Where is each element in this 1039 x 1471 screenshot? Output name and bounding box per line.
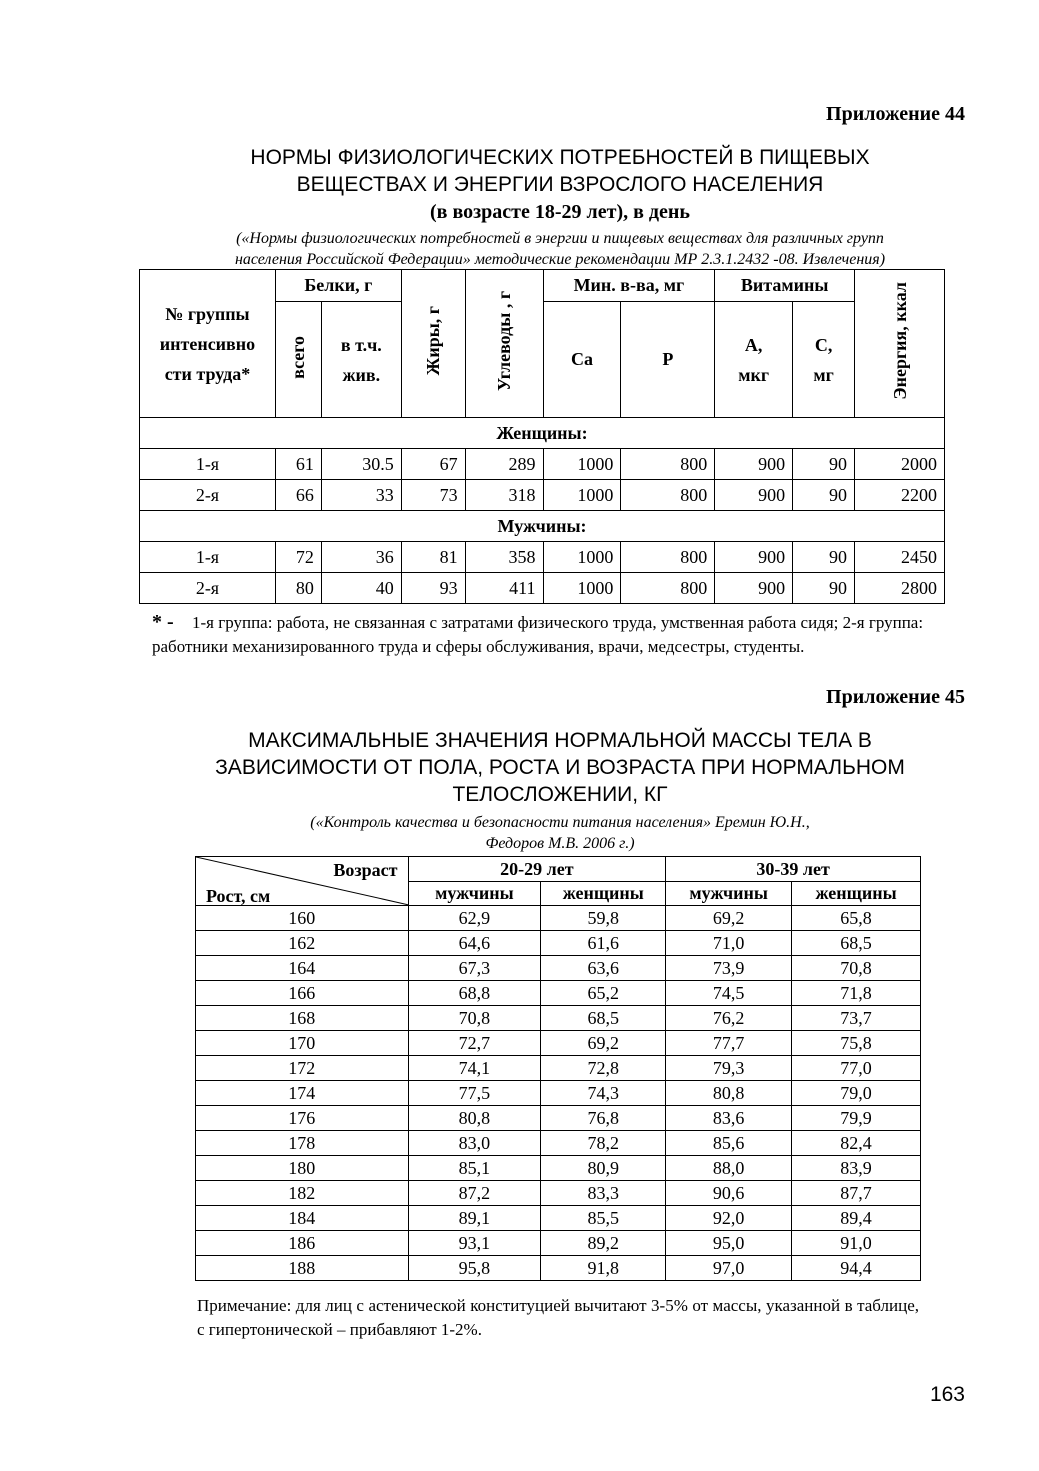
height-cell: 184	[196, 1206, 409, 1231]
mass-cell: 72,8	[541, 1056, 666, 1081]
value-cell: 36	[321, 542, 401, 573]
height-cell: 164	[196, 956, 409, 981]
mass-cell: 67,3	[408, 956, 541, 981]
mass-cell: 88,0	[666, 1156, 792, 1181]
mass-cell: 79,3	[666, 1056, 792, 1081]
appendix-44-subtitle: (в возрасте 18-29 лет), в день	[430, 201, 690, 223]
header-group	[140, 270, 276, 418]
mass-cell: 70,8	[792, 956, 921, 981]
mass-cell: 94,4	[792, 1256, 921, 1281]
footnote	[152, 610, 950, 659]
mass-cell: 63,6	[541, 956, 666, 981]
table-row	[196, 1006, 921, 1031]
mass-cell: 79,9	[792, 1106, 921, 1131]
mass-cell: 87,2	[408, 1181, 541, 1206]
mass-cell: 65,8	[792, 906, 921, 931]
table-row	[196, 1081, 921, 1106]
value-cell: 72	[275, 542, 321, 573]
section-row	[140, 511, 945, 542]
height-cell: 174	[196, 1081, 409, 1106]
table-row	[196, 1256, 921, 1281]
height-cell: 186	[196, 1231, 409, 1256]
value-cell: 90	[793, 480, 855, 511]
height-cell: 182	[196, 1181, 409, 1206]
header-vit-c	[793, 302, 855, 418]
value-cell: 289	[465, 449, 543, 480]
mass-cell: 87,7	[792, 1181, 921, 1206]
height-cell: 188	[196, 1256, 409, 1281]
value-cell: 318	[465, 480, 543, 511]
mass-cell: 76,2	[666, 1006, 792, 1031]
header-p: Р	[621, 302, 715, 418]
table-row	[196, 1231, 921, 1256]
mass-cell: 73,9	[666, 956, 792, 981]
header-age-group-1: 20-29 лет	[408, 857, 666, 882]
appendix-45-title-line2: ЗАВИСИМОСТИ ОТ ПОЛА, РОСТА И ВОЗРАСТА ПРИ НОРМАЛЬНОМ	[215, 756, 905, 779]
mass-cell: 79,0	[792, 1081, 921, 1106]
body-mass-table	[195, 856, 921, 1281]
height-cell: 168	[196, 1006, 409, 1031]
mass-cell: 75,8	[792, 1031, 921, 1056]
note: Примечание: для лиц с астенической конституцией вычитают 3-5% от массы, указанной в таблице, с гипертонической – прибавляют 1-2%.	[197, 1296, 919, 1339]
section-row	[140, 418, 945, 449]
table-row	[196, 1056, 921, 1081]
table-row	[196, 1131, 921, 1156]
mass-cell: 59,8	[541, 906, 666, 931]
footnote-mark: * -	[152, 611, 174, 633]
mass-cell: 76,8	[541, 1106, 666, 1131]
mass-cell: 95,0	[666, 1231, 792, 1256]
header-proteins-total-label: всего	[287, 335, 308, 379]
value-cell: 73	[401, 480, 465, 511]
value-cell: 900	[715, 542, 793, 573]
value-cell: 80	[275, 573, 321, 604]
value-cell: 66	[275, 480, 321, 511]
appendix-44-title-line1: НОРМЫ ФИЗИОЛОГИЧЕСКИХ ПОТРЕБНОСТЕЙ В ПИЩЕВЫХ	[250, 146, 870, 169]
mass-cell: 68,5	[541, 1006, 666, 1031]
header-age-label: Возраст	[333, 860, 398, 880]
mass-cell: 80,8	[408, 1106, 541, 1131]
table-row	[196, 1206, 921, 1231]
height-cell: 170	[196, 1031, 409, 1056]
appendix-45-title-line1: МАКСИМАЛЬНЫЕ ЗНАЧЕНИЯ НОРМАЛЬНОЙ МАССЫ ТЕЛА В	[248, 729, 872, 752]
header-fats	[401, 270, 465, 418]
appendix-45-title	[120, 727, 1000, 808]
mass-cell: 85,6	[666, 1131, 792, 1156]
body-mass-body	[196, 906, 921, 1281]
nutrition-norms-body	[140, 418, 945, 604]
value-cell: 30.5	[321, 449, 401, 480]
header-vit-c-label: С, мг	[813, 334, 834, 385]
value-cell: 1000	[543, 573, 621, 604]
header-proteins-animal	[321, 302, 401, 418]
header-vitamins: Витамины	[715, 270, 855, 302]
mass-cell: 83,9	[792, 1156, 921, 1181]
value-cell: 33	[321, 480, 401, 511]
header-energy-label: Энергия, ккал	[889, 282, 910, 400]
value-cell: 2000	[855, 449, 945, 480]
mass-cell: 77,0	[792, 1056, 921, 1081]
mass-cell: 62,9	[408, 906, 541, 931]
header-carbs	[465, 270, 543, 418]
value-cell: 800	[621, 480, 715, 511]
header-men-1: мужчины	[408, 881, 541, 906]
mass-cell: 71,8	[792, 981, 921, 1006]
value-cell: 900	[715, 449, 793, 480]
appendix-45-label: Приложение 45	[826, 686, 965, 708]
value-cell: 90	[793, 542, 855, 573]
mass-cell: 89,2	[541, 1231, 666, 1256]
height-cell: 166	[196, 981, 409, 1006]
mass-cell: 92,0	[666, 1206, 792, 1231]
appendix-45-source	[160, 812, 960, 854]
table-row	[196, 1106, 921, 1131]
height-cell: 162	[196, 931, 409, 956]
height-cell: 176	[196, 1106, 409, 1131]
value-cell: 61	[275, 449, 321, 480]
header-women-1: женщины	[541, 881, 666, 906]
mass-cell: 89,4	[792, 1206, 921, 1231]
table-row	[196, 956, 921, 981]
header-men-2: мужчины	[666, 881, 792, 906]
mass-cell: 83,6	[666, 1106, 792, 1131]
appendix-45-title-line3: ТЕЛОСЛОЖЕНИИ, КГ	[452, 783, 668, 806]
group-cell: 2-я	[140, 573, 276, 604]
mass-cell: 61,6	[541, 931, 666, 956]
mass-cell: 74,1	[408, 1056, 541, 1081]
header-fats-label: Жиры, г	[422, 306, 443, 376]
appendix-44-label: Приложение 44	[826, 103, 965, 125]
table-row	[196, 1031, 921, 1056]
table-row	[140, 542, 945, 573]
header-group-label: № группы интенсивно сти труда*	[159, 303, 256, 384]
header-vit-a	[715, 302, 793, 418]
mass-cell: 80,9	[541, 1156, 666, 1181]
height-cell: 160	[196, 906, 409, 931]
value-cell: 1000	[543, 449, 621, 480]
appendix-45-source-line1: («Контроль качества и безопасности питания населения» Еремин Ю.Н.,	[310, 814, 810, 831]
header-proteins-animal-label: в т.ч. жив.	[340, 334, 382, 385]
mass-cell: 69,2	[541, 1031, 666, 1056]
value-cell: 67	[401, 449, 465, 480]
nutrition-norms-table	[139, 269, 945, 604]
mass-cell: 80,8	[666, 1081, 792, 1106]
mass-cell: 72,7	[408, 1031, 541, 1056]
mass-cell: 74,3	[541, 1081, 666, 1106]
header-women-2: женщины	[792, 881, 921, 906]
value-cell: 800	[621, 542, 715, 573]
section-label: Женщины:	[140, 418, 945, 449]
header-minerals: Мин. в-ва, мг	[543, 270, 715, 302]
mass-cell: 90,6	[666, 1181, 792, 1206]
table-row	[196, 906, 921, 931]
footnote-text: 1-я группа: работа, не связанная с затратами физического труда, умственная работа сидя; 2-я группа: работники механизированного труда и сферы обслуживания, врачи, медсестры, студенты.	[152, 613, 924, 656]
table-row	[196, 981, 921, 1006]
mass-cell: 77,5	[408, 1081, 541, 1106]
value-cell: 1000	[543, 480, 621, 511]
appendix-44-source	[160, 228, 960, 270]
group-cell: 1-я	[140, 449, 276, 480]
mass-cell: 69,2	[666, 906, 792, 931]
mass-cell: 89,1	[408, 1206, 541, 1231]
value-cell: 900	[715, 573, 793, 604]
header-age-group-2: 30-39 лет	[666, 857, 921, 882]
appendix-44-title	[120, 144, 1000, 198]
mass-cell: 91,0	[792, 1231, 921, 1256]
value-cell: 90	[793, 449, 855, 480]
mass-cell: 83,3	[541, 1181, 666, 1206]
value-cell: 81	[401, 542, 465, 573]
table-row	[140, 449, 945, 480]
mass-cell: 64,6	[408, 931, 541, 956]
header-proteins-total	[275, 302, 321, 418]
value-cell: 93	[401, 573, 465, 604]
value-cell: 1000	[543, 542, 621, 573]
mass-cell: 85,1	[408, 1156, 541, 1181]
mass-cell: 68,5	[792, 931, 921, 956]
mass-cell: 70,8	[408, 1006, 541, 1031]
value-cell: 411	[465, 573, 543, 604]
header-energy	[855, 270, 945, 418]
section-label: Мужчины:	[140, 511, 945, 542]
height-cell: 172	[196, 1056, 409, 1081]
header-ca: Са	[543, 302, 621, 418]
header-age-height	[196, 857, 409, 906]
appendix-44-source-line2: населения Российской Федерации» методические рекомендации МР 2.3.1.2432 -08. Извлечения)	[234, 251, 886, 268]
mass-cell: 95,8	[408, 1256, 541, 1281]
table-row	[140, 573, 945, 604]
value-cell: 2800	[855, 573, 945, 604]
appendix-45-source-line2: Федоров М.В. 2006 г.)	[485, 835, 635, 852]
value-cell: 90	[793, 573, 855, 604]
mass-cell: 93,1	[408, 1231, 541, 1256]
mass-cell: 85,5	[541, 1206, 666, 1231]
page-number: 163	[929, 1383, 965, 1406]
mass-cell: 77,7	[666, 1031, 792, 1056]
mass-cell: 71,0	[666, 931, 792, 956]
mass-cell: 65,2	[541, 981, 666, 1006]
height-cell: 178	[196, 1131, 409, 1156]
value-cell: 800	[621, 573, 715, 604]
header-proteins: Белки, г	[275, 270, 401, 302]
mass-cell: 83,0	[408, 1131, 541, 1156]
mass-cell: 68,8	[408, 981, 541, 1006]
appendix-44-source-line1: («Нормы физиологических потребностей в энергии и пищевых веществах для различных групп	[236, 230, 884, 247]
group-cell: 2-я	[140, 480, 276, 511]
value-cell: 900	[715, 480, 793, 511]
value-cell: 2200	[855, 480, 945, 511]
mass-cell: 82,4	[792, 1131, 921, 1156]
mass-cell: 74,5	[666, 981, 792, 1006]
value-cell: 2450	[855, 542, 945, 573]
mass-cell: 91,8	[541, 1256, 666, 1281]
table-row	[196, 931, 921, 956]
appendix-44-title-line2: ВЕЩЕСТВАХ И ЭНЕРГИИ ВЗРОСЛОГО НАСЕЛЕНИЯ	[296, 173, 824, 196]
value-cell: 40	[321, 573, 401, 604]
value-cell: 800	[621, 449, 715, 480]
header-carbs-label: Углеводы , г	[493, 291, 514, 391]
height-cell: 180	[196, 1156, 409, 1181]
table-row	[140, 480, 945, 511]
table-row	[196, 1156, 921, 1181]
header-height-label: Рост, см	[206, 886, 271, 906]
mass-cell: 73,7	[792, 1006, 921, 1031]
value-cell: 358	[465, 542, 543, 573]
table-row	[196, 1181, 921, 1206]
mass-cell: 97,0	[666, 1256, 792, 1281]
group-cell: 1-я	[140, 542, 276, 573]
mass-cell: 78,2	[541, 1131, 666, 1156]
header-vit-a-label: А, мкг	[738, 334, 770, 385]
